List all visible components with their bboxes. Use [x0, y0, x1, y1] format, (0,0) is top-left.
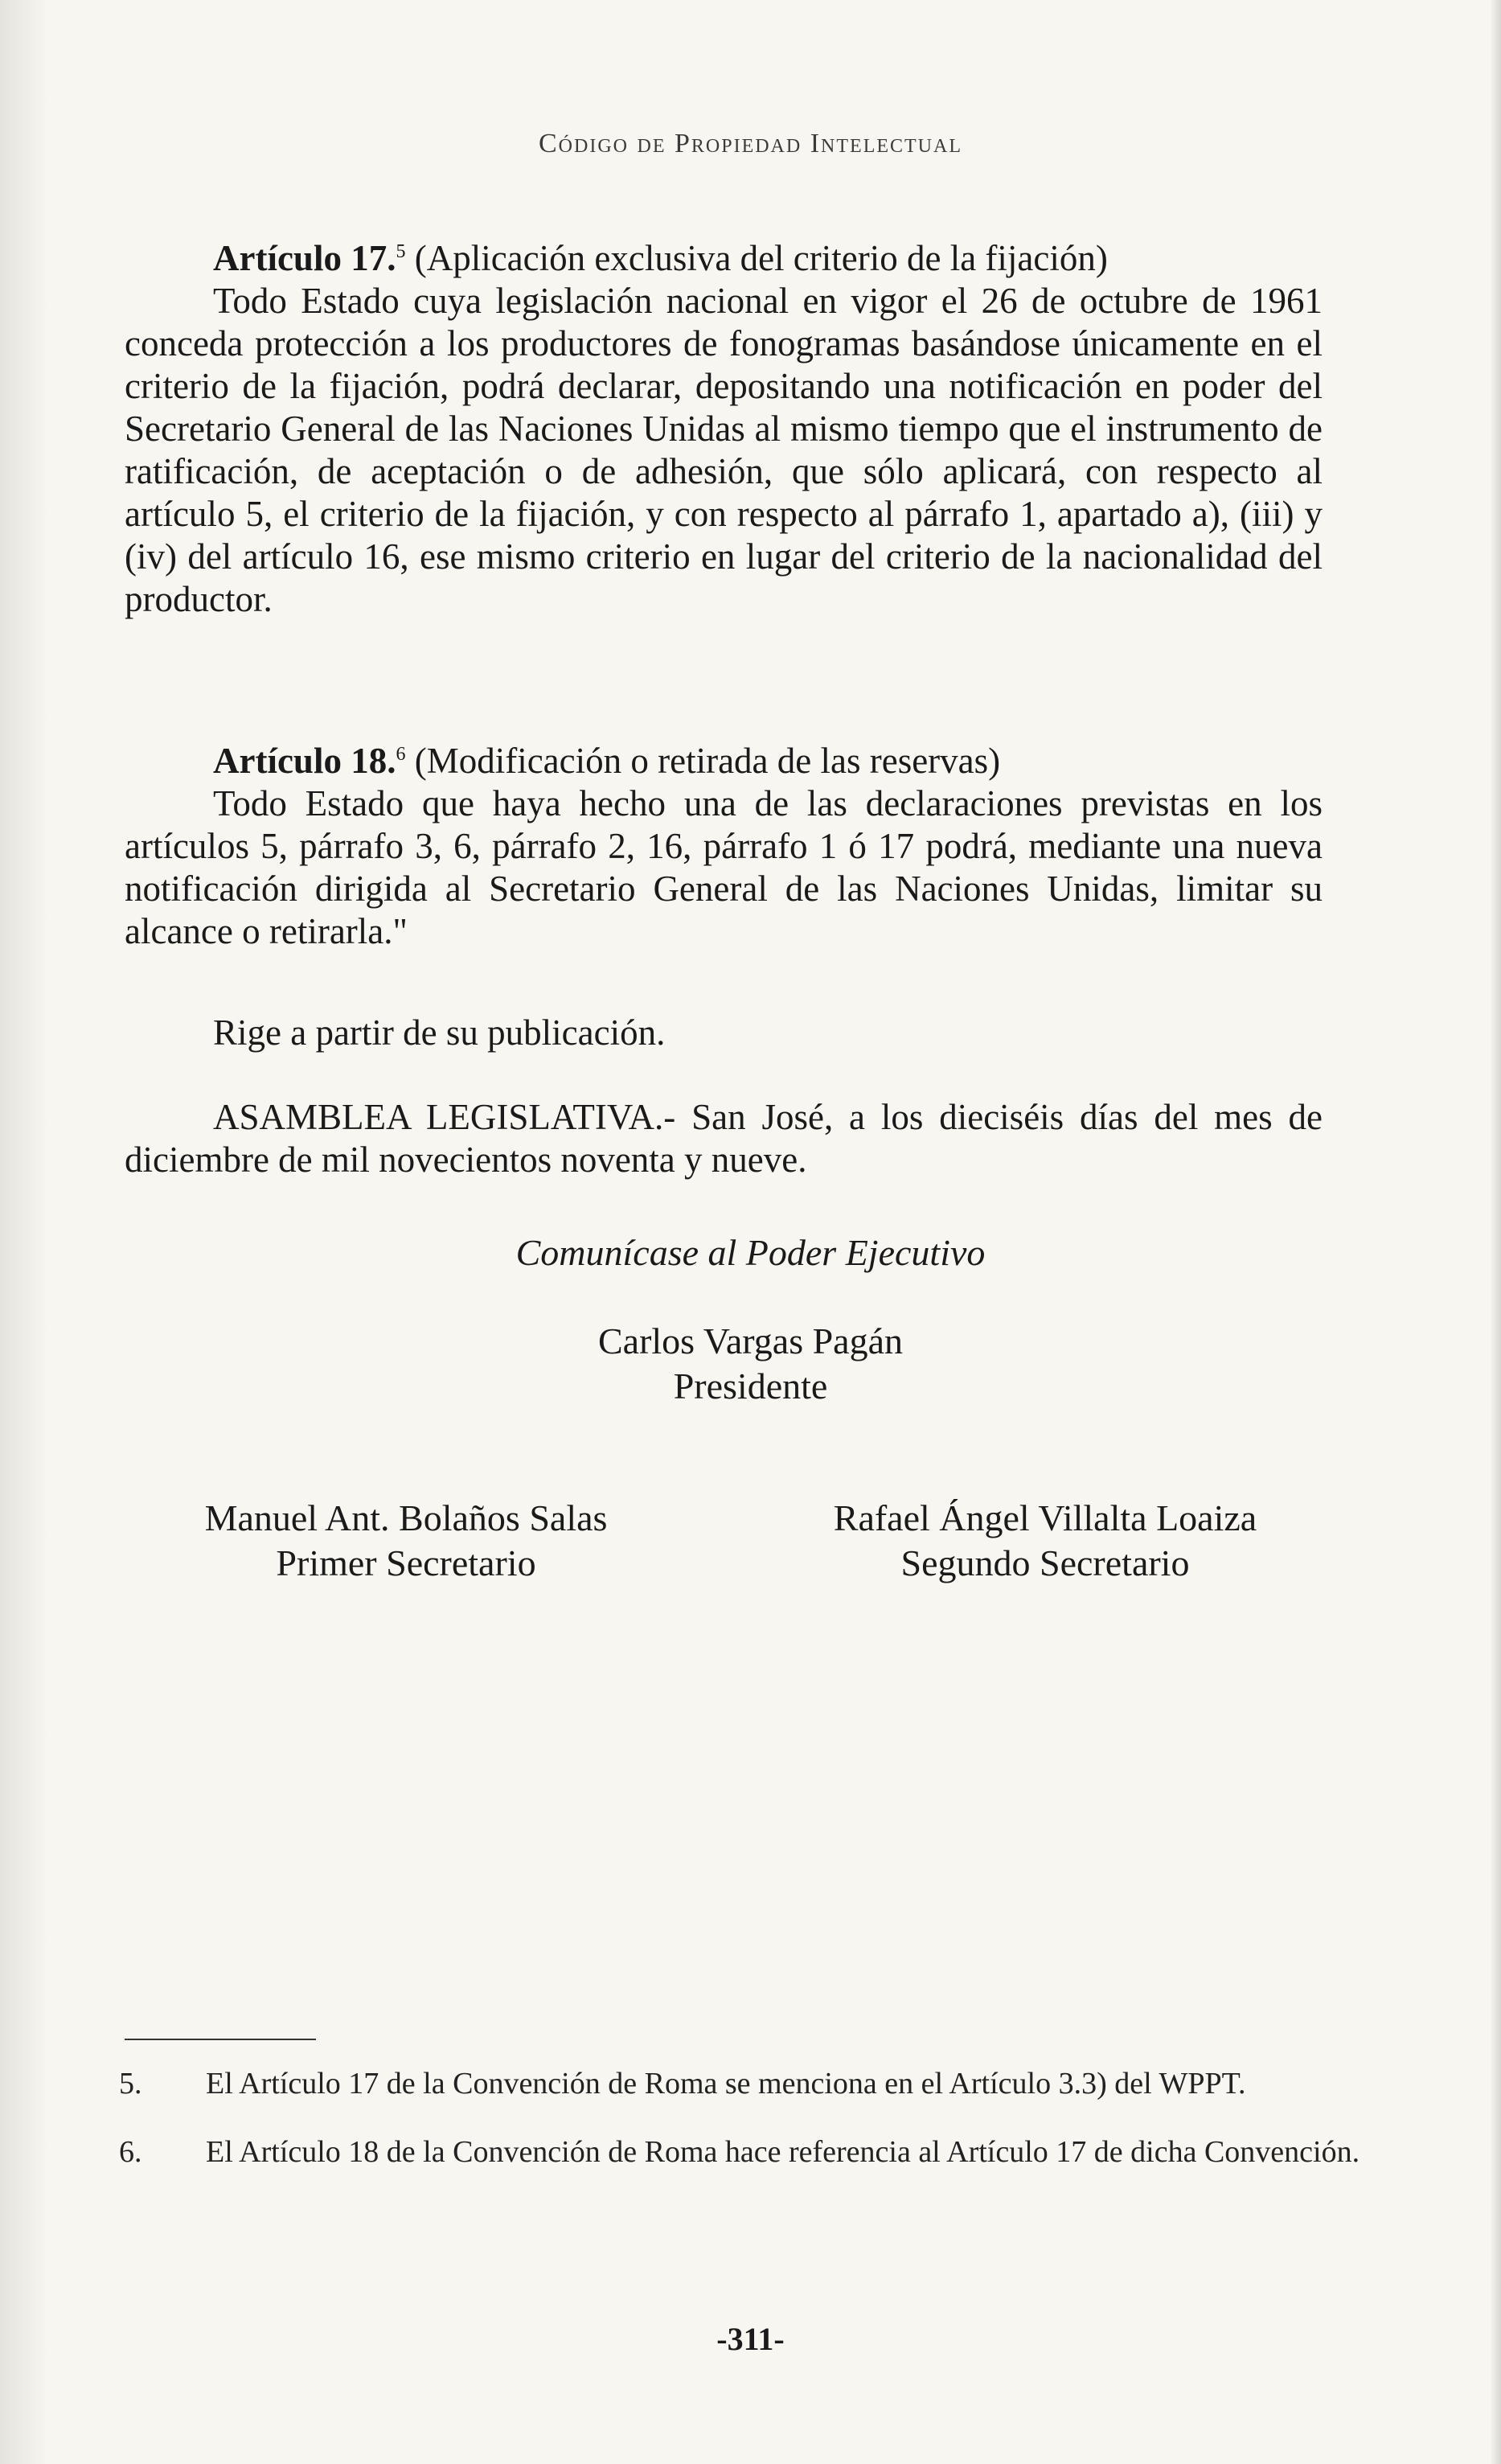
- article-17-title: Artículo 17.: [213, 238, 396, 278]
- rige-paragraph: [125, 1012, 1323, 1054]
- footnote-ref-5: 5: [396, 241, 406, 262]
- second-secretary-name: Rafael Ángel Villalta Loaiza: [833, 1497, 1257, 1538]
- page-number: -311-: [716, 2321, 785, 2357]
- asamblea-text: ASAMBLEA LEGISLATIVA.- San José, a los dieciséis días del mes de diciembre de mil novecientos noventa y nueve.: [125, 1097, 1323, 1180]
- second-secretary-signature: [768, 1496, 1323, 1586]
- rige-text: Rige a partir de su publicación.: [213, 1012, 666, 1053]
- footnote-5-text: El Artículo 17 de la Convención de Roma se menciona en el Artículo 3.3) del WPPT.: [206, 2067, 1246, 2101]
- running-header: Código de Propiedad Intelectual: [538, 129, 963, 158]
- article-18-title: Artículo 18.: [213, 741, 396, 781]
- footnote-divider: [125, 2039, 316, 2040]
- president-signature: [0, 1319, 1501, 1409]
- article-18-text: Todo Estado que haya hecho una de las declaraciones previstas en los artículos 5, párrafo 3, 6, párrafo 2, 16, párrafo 1 ó 17 podrá, mediante una nueva notificación dirigida al Secretario General de las Naciones Unidas, limitar su alcance o retirarla.": [125, 783, 1323, 951]
- footnote-6-number: 6.: [119, 2135, 142, 2169]
- article-17-heading: (Aplicación exclusiva del criterio de la fijación): [414, 238, 1108, 278]
- footnote-5-number: 5.: [119, 2067, 142, 2101]
- first-secretary-role: Primer Secretario: [276, 1542, 536, 1583]
- article-17: [125, 237, 1323, 621]
- footnote-6-text: El Artículo 18 de la Convención de Roma hace referencia al Artículo 17 de dicha Convención.: [206, 2135, 1360, 2169]
- article-18-heading-line: [125, 740, 1323, 782]
- article-17-text: Todo Estado cuya legislación nacional en vigor el 26 de octubre de 1961 conceda protección a los productores de fonogramas basándose únicamente en el criterio de la fijación, podrá declarar, depositando una notificación en poder del Secretario General de las Naciones Unidas al mismo tiempo que el instrumento de ratificación, de aceptación o de adhesión, que sólo aplicará, con respecto al artículo 5, el criterio de la fijación, y con respecto al párrafo 1, apartado a), (iii) y (iv) del artículo 16, ese mismo criterio en lugar del criterio de la nacionalidad del productor.: [125, 281, 1323, 619]
- article-18-body: [125, 782, 1323, 953]
- article-18: [125, 740, 1323, 953]
- first-secretary-name: Manuel Ant. Bolaños Salas: [204, 1497, 608, 1538]
- footnote-6: [119, 2135, 1360, 2203]
- article-17-body: [125, 280, 1323, 621]
- footnote-ref-6: 6: [396, 744, 406, 765]
- comunicase-line: Comunícase al Poder Ejecutivo: [515, 1232, 986, 1273]
- president-name: Carlos Vargas Pagán: [597, 1320, 904, 1361]
- footnote-5: [119, 2067, 1325, 2134]
- first-secretary-signature: [141, 1496, 671, 1586]
- president-role: Presidente: [673, 1365, 828, 1407]
- article-17-heading-line: [125, 237, 1323, 280]
- article-18-heading: (Modificación o retirada de las reservas): [414, 741, 1001, 781]
- second-secretary-role: Segundo Secretario: [900, 1542, 1190, 1583]
- asamblea-paragraph: [125, 1096, 1323, 1181]
